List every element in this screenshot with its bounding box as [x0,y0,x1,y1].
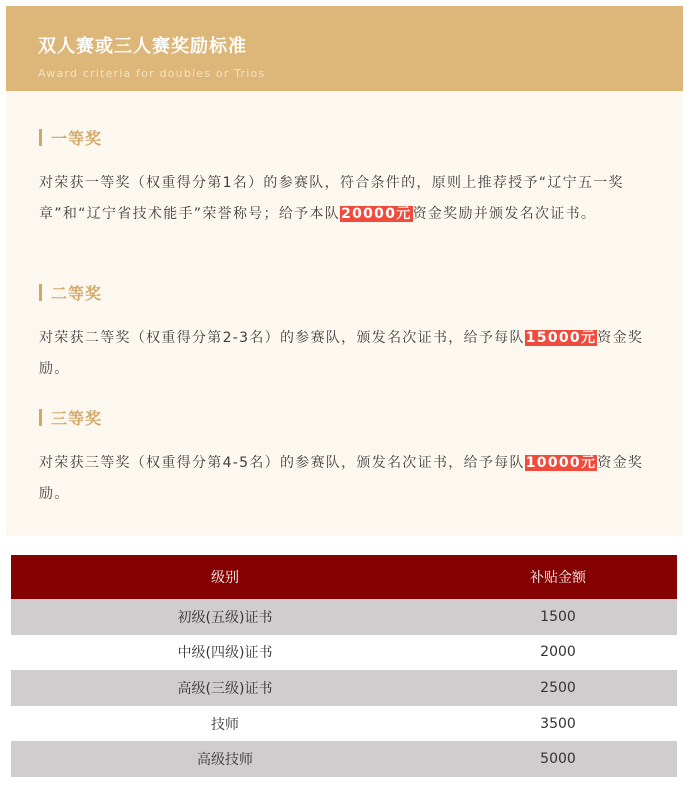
cell-level: 高级技师 [197,752,253,769]
cell-level: 中级(四级)证书 [177,645,273,662]
table-row [11,670,677,706]
heading-bar [39,129,42,146]
cell-amount: 1500 [540,608,576,625]
table-row [11,741,677,777]
third-prize-text: 对荣获三等奖（权重得分第4-5名）的参赛队，颁发名次证书，给予每队 [39,455,525,471]
header-amount: 补贴金额 [530,570,586,586]
first-prize-section [39,126,659,230]
second-prize-text: 对荣获二等奖（权重得分第2-3名）的参赛队，颁发名次证书，给予每队 [39,330,525,346]
banner-title: 双人赛或三人赛奖励标准 [38,36,247,57]
cell-level: 高级(三级)证书 [177,680,273,697]
cell-level: 技师 [211,716,239,733]
cell-amount: 2500 [540,679,576,696]
cell-amount: 5000 [540,751,576,768]
table-row [11,635,677,671]
subsidy-table [11,555,677,777]
first-prize-text: 对荣获一等奖（权重得分第1名）的参赛队，符合条件的，原则上推荐授予“辽宁五一奖章”和“辽宁省技术能手”荣誉称号；给予本队 [39,175,624,222]
third-prize-text-end: 资金奖励。 [39,455,644,502]
second-prize-heading [39,281,659,303]
first-prize-amount: 20000元 [341,206,412,222]
third-prize-heading [39,406,659,428]
table-header [11,555,677,599]
cell-amount: 3500 [540,715,576,732]
award-banner [6,6,683,91]
third-prize-title: 三等奖 [51,408,103,428]
first-prize-description [39,168,659,230]
first-prize-heading [39,126,659,148]
second-prize-amount: 15000元 [525,330,597,346]
first-prize-text-end: 资金奖励并颁发名次证书。 [412,206,597,222]
table-row [11,706,677,742]
award-card [6,6,683,536]
cell-level: 初级(五级)证书 [177,609,273,626]
third-prize-description [39,448,659,510]
second-prize-description [39,323,659,385]
banner-subtitle: Award criteria for doubles or Trios [38,67,266,80]
cell-amount: 2000 [540,644,576,661]
second-prize-section [39,281,659,385]
header-level: 级别 [211,570,239,586]
second-prize-text-end: 资金奖励。 [39,330,644,377]
heading-bar [39,409,42,426]
heading-bar [39,284,42,301]
first-prize-title: 一等奖 [51,128,103,148]
second-prize-title: 二等奖 [51,283,103,303]
table-row [11,599,677,635]
third-prize-amount: 10000元 [525,455,597,471]
third-prize-section [39,406,659,510]
